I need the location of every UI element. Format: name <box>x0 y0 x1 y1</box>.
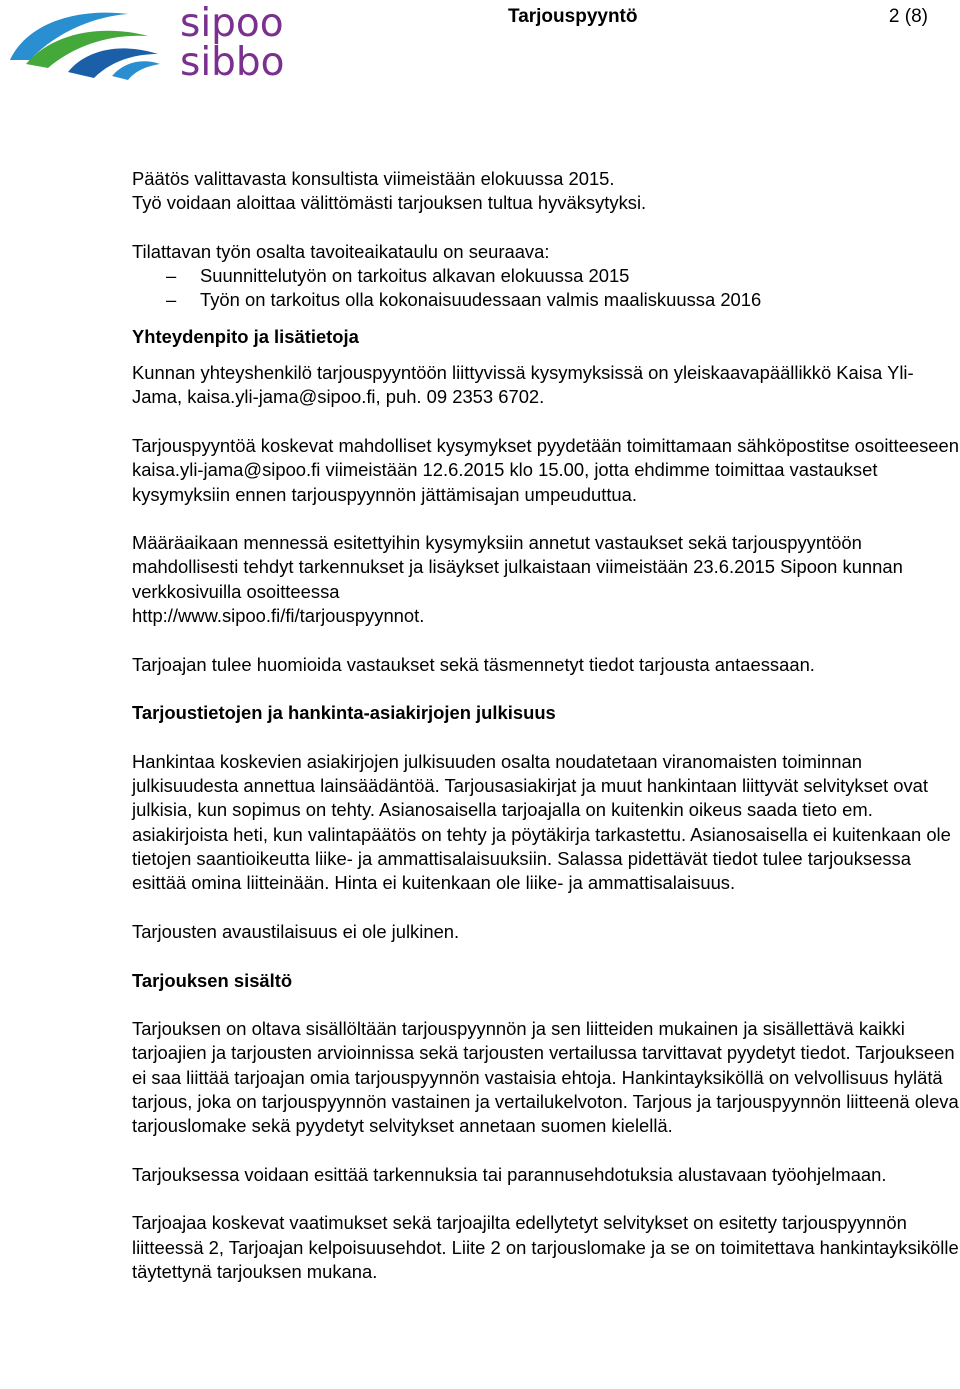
document-body <box>132 167 960 1284</box>
page-header <box>0 0 960 90</box>
list-item: – Työn on tarkoitus olla kokonaisuudessaan valmis maaliskuussa 2016 <box>132 288 960 312</box>
offer-content-paragraph: Tarjouksen on oltava sisällöltään tarjouspyynnön ja sen liitteiden mukainen ja sisällettävä kaikki tarjoajien ja tarjousten arvioinnissa sekä tarjousten vertailussa tarvittavat pyydetyt tiedot. Tarjoukseen ei saa liittää tarjoajan omia tarjouspyynnön vastaisia ehtoja. Hankintayksiköllä on velvollisuus hylätä tarjous, joka on tarjouspyynnön vastainen ja vertailukelvoton. Tarjous ja tarjouspyynnön liitteenä oleva tarjouslomake sekä pyydetyt selvitykset annetaan suomen kielellä. <box>132 1018 959 1137</box>
answers-paragraph <box>132 531 960 628</box>
opening-paragraph: Tarjousten avaustilaisuus ei ole julkinen. <box>132 920 460 942</box>
work-plan-paragraph: Tarjouksessa voidaan esittää tarkennuksia tai parannusehdotuksia alustavaan työohjelmaan. <box>132 1163 887 1185</box>
logo-wordmark <box>180 1 285 85</box>
heading-publicity: Tarjoustietojen ja hankinta-asiakirjojen julkisuus <box>132 702 556 724</box>
heading-contact: Yhteydenpito ja lisätietoja <box>132 325 359 347</box>
questions-paragraph: Tarjouspyyntöä koskevat mahdolliset kysymykset pyydetään toimittamaan sähköpostitse osoitteeseen kaisa.yli-jama@sipoo.fi viimeistään 12.6.2015 klo 15.00, jotta ehdimme toimittaa vastaukset kysymyksiin ennen tarjouspyynnön jättämisajan umpeuduttua. <box>132 434 959 505</box>
answers-text: Määräaikaan mennessä esitettyihin kysymyksiin annetut vastaukset sekä tarjouspyyntöön mahdollisesti tehdyt tarkennukset ja lisäykset julkaistaan viimeistään 23.6.2015 Sipoon kunnan verkkosivuilla osoitteessa <box>132 532 903 602</box>
note-paragraph: Tarjoajan tulee huomioida vastaukset sekä täsmennetyt tiedot tarjousta antaessaan. <box>132 653 815 675</box>
decision-line: Päätös valittavasta konsultista viimeistään elokuussa 2015. <box>132 168 615 189</box>
logo-line-1: sipoo <box>180 1 284 46</box>
publicity-paragraph: Hankintaa koskevien asiakirjojen julkisuuden osalta noudatetaan viranomaisten toiminnan julkisuudesta annettua lainsäädäntöä. Tarjousasiakirjat ja muut hankintaan liittyvät selvitykset ovat julkisia, kun sopimus on tehty. Asianosaisella tarjoajalla on kuitenkin oikeus saada tieto em. asiakirjoista heti, kun valintapäätös on tehty ja pöytäkirja tarkastettu. Asianosaisella ei kuitenkaan ole tietojen saantioikeutta liike- ja ammattisalaisuuksiin. Salassa pidettävät tiedot tulee tarjouksessa esittää omina liitteinään. Hinta ei kuitenkaan ole liike- ja ammattisalaisuus. <box>132 750 951 894</box>
document-title: Tarjouspyyntö <box>508 6 638 27</box>
logo-line-2: sibbo <box>180 40 285 85</box>
list-item: – Suunnittelutyön on tarkoitus alkavan elokuussa 2015 <box>132 264 960 288</box>
schedule-list <box>132 264 960 313</box>
schedule-lead: Tilattavan työn osalta tavoiteaikataulu on seuraava: <box>132 240 550 262</box>
requirements-paragraph: Tarjoajaa koskevat vaatimukset sekä tarjoajilta edellytetyt selvitykset on esitetty tarjouspyynnön liitteessä 2, Tarjoajan kelpoisuusehdot. Liite 2 on tarjouslomake ja se on toimitettava hankintayksikölle täytettynä tarjouksen mukana. <box>132 1212 959 1283</box>
page-number: 2 (8) <box>888 6 928 27</box>
contact-person-paragraph: Kunnan yhteyshenkilö tarjouspyyntöön liittyvissä kysymyksissä on yleiskaavapäällikkö Kaisa Yli-Jama, kaisa.yli-jama@sipoo.fi, puh. 09 2353 6702. <box>132 362 914 408</box>
sipoo-logo-icon <box>8 2 163 80</box>
start-line: Työ voidaan aloittaa välittömästi tarjouksen tultua hyväksytyksi. <box>132 192 647 214</box>
answers-url-link[interactable]: http://www.sipoo.fi/fi/tarjouspyynnot. <box>132 605 425 627</box>
heading-offer-content: Tarjouksen sisältö <box>132 969 293 991</box>
